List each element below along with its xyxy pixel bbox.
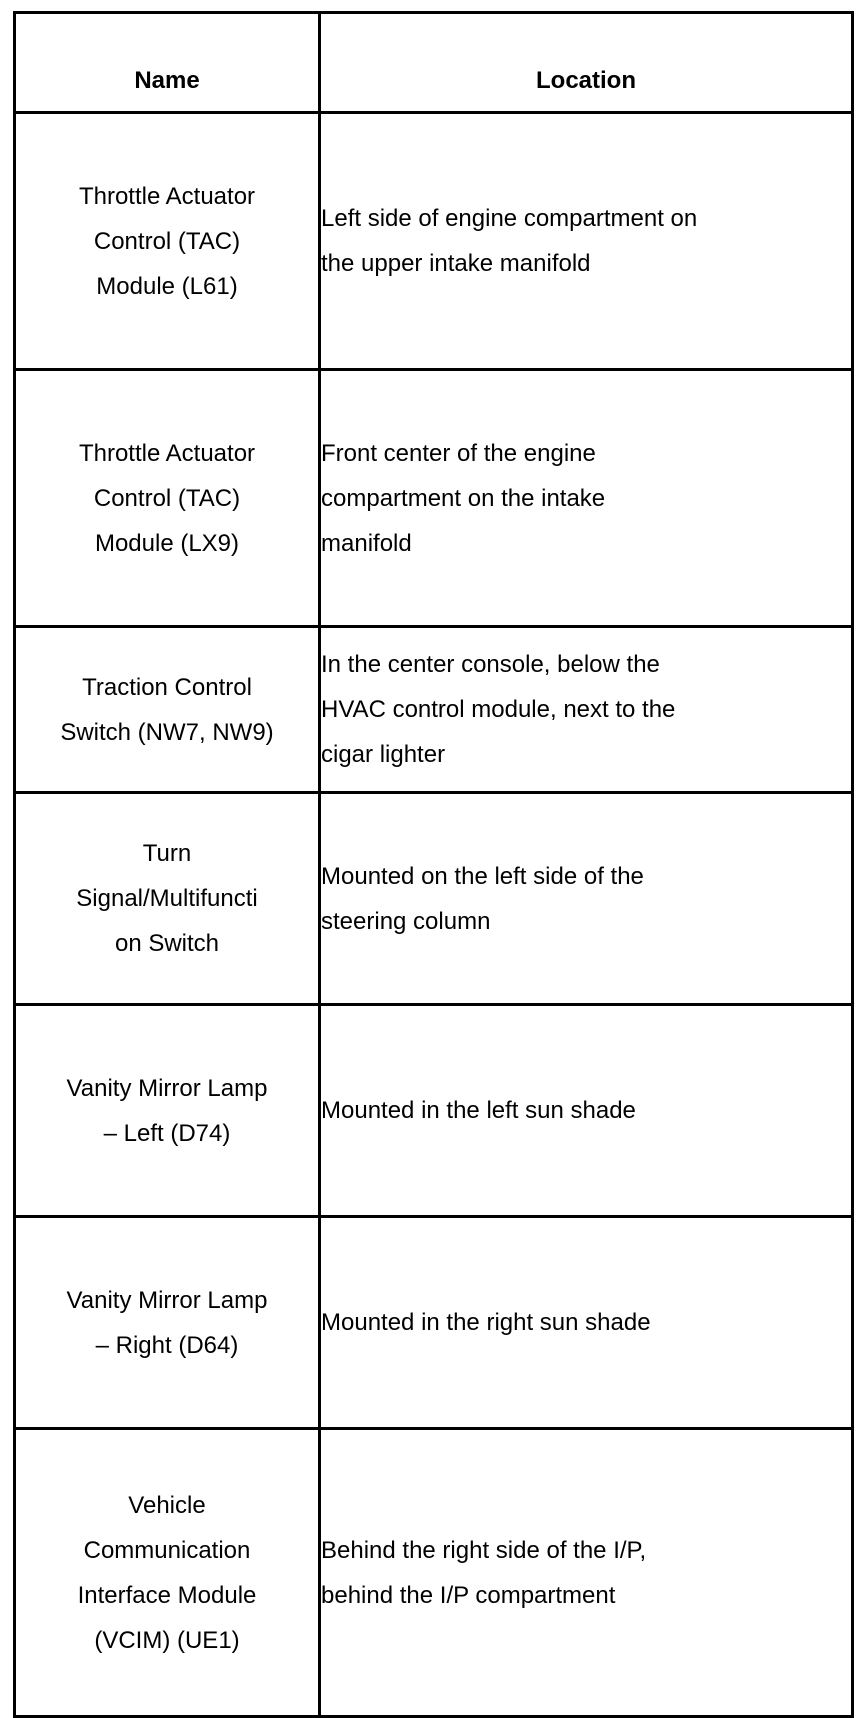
- name-column-header: Name: [15, 13, 320, 113]
- component-location-cell: Mounted in the right sun shade: [320, 1217, 853, 1429]
- component-name-cell: Throttle Actuator Control (TAC) Module (LX9): [15, 370, 320, 627]
- component-location-cell: Mounted on the left side of the steering column: [320, 793, 853, 1005]
- component-name-cell: Traction Control Switch (NW7, NW9): [15, 627, 320, 793]
- header-row: [15, 13, 853, 113]
- table-row: [15, 793, 853, 1005]
- component-name-cell: Vehicle Communication Interface Module (VCIM) (UE1): [15, 1429, 320, 1717]
- table-row: [15, 627, 853, 793]
- table-row: [15, 113, 853, 370]
- table-row: [15, 1217, 853, 1429]
- component-name-cell: Vanity Mirror Lamp – Right (D64): [15, 1217, 320, 1429]
- table-row: [15, 1005, 853, 1217]
- component-location-cell: Behind the right side of the I/P, behind the I/P compartment: [320, 1429, 853, 1717]
- table-row: [15, 370, 853, 627]
- component-location-table: [13, 11, 854, 1718]
- component-name-cell: Vanity Mirror Lamp – Left (D74): [15, 1005, 320, 1217]
- component-location-cell: Front center of the engine compartment on the intake manifold: [320, 370, 853, 627]
- table-row: [15, 1429, 853, 1717]
- component-location-cell: Left side of engine compartment on the upper intake manifold: [320, 113, 853, 370]
- component-location-cell: Mounted in the left sun shade: [320, 1005, 853, 1217]
- component-name-cell: Throttle Actuator Control (TAC) Module (L61): [15, 113, 320, 370]
- component-name-cell: Turn Signal/Multifuncti on Switch: [15, 793, 320, 1005]
- location-column-header: Location: [320, 13, 853, 113]
- component-location-cell: In the center console, below the HVAC control module, next to the cigar lighter: [320, 627, 853, 793]
